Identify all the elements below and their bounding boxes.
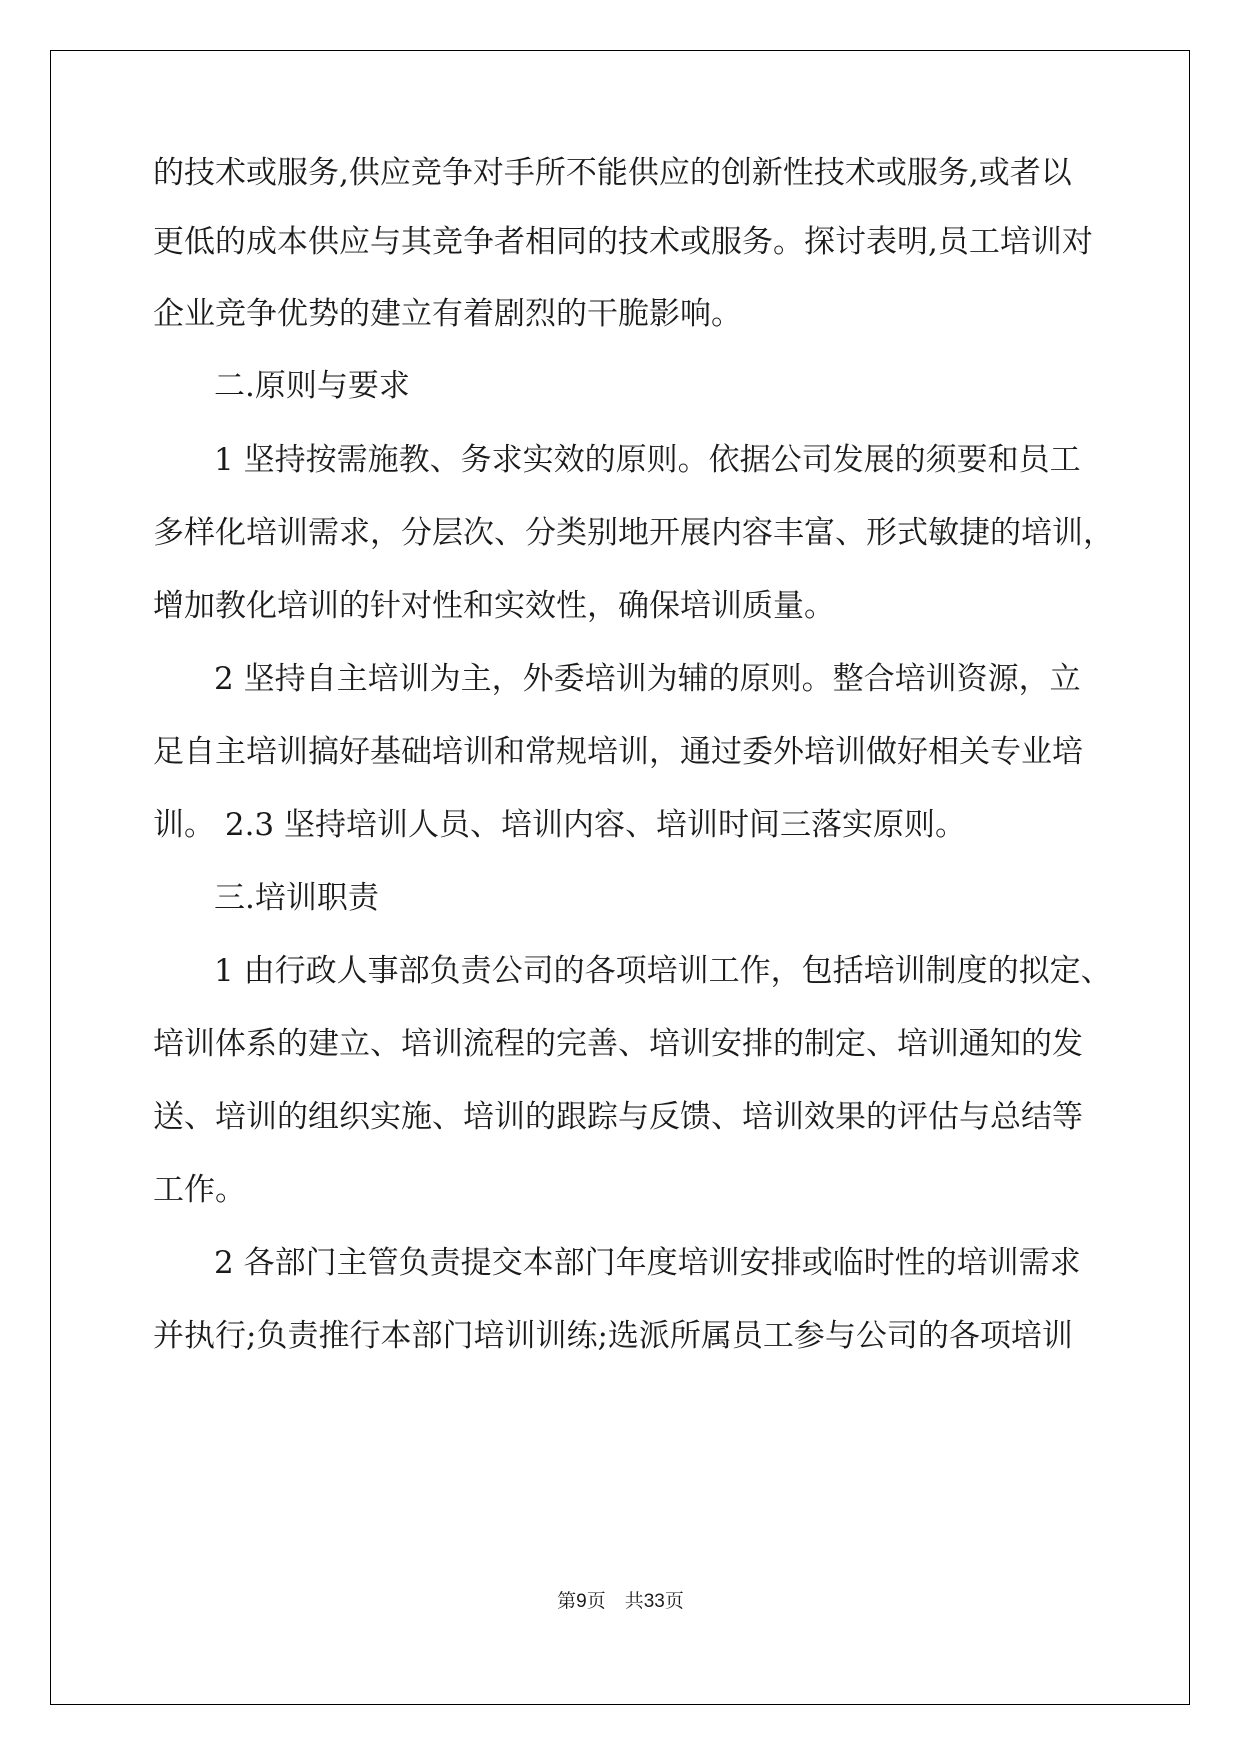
body-line-17: 并执行;负责推行本部门培训训练;选派所属员工参与公司的各项培训 [153, 1318, 1073, 1354]
footer-prefix: 第 [557, 1591, 577, 1612]
section-heading-3: 三.培训职责 [214, 880, 379, 916]
body-line-6: 多样化培训需求，分层次、分类别地开展内容丰富、形式敏捷的培训， [153, 515, 1114, 551]
body-line-1: 的技术或服务,供应竞争对手所不能供应的创新性技术或服务,或者以 [153, 155, 1072, 191]
body-line-7: 增加教化培训的针对性和实效性，确保培训质量。 [153, 588, 835, 624]
body-line-13: 培训体系的建立、培训流程的完善、培训安排的制定、培训通知的发 [153, 1026, 1083, 1062]
body-line-5: 1 坚持按需施教、务求实效的原则。依据公司发展的须要和员工 [214, 442, 1081, 478]
body-line-10: 训。 2.3 坚持培训人员、培训内容、培训时间三落实原则。 [153, 807, 967, 843]
total-page-count: 33 [643, 1591, 665, 1612]
body-line-15: 工作。 [153, 1172, 246, 1208]
body-line-12: 1 由行政人事部负责公司的各项培训工作，包括培训制度的拟定、 [214, 953, 1112, 989]
body-line-3: 企业竞争优势的建立有着剧烈的干脆影响。 [153, 296, 742, 332]
body-line-9: 足自主培训搞好基础培训和常规培训，通过委外培训做好相关专业培 [153, 734, 1083, 770]
body-line-14: 送、培训的组织实施、培训的跟踪与反馈、培训效果的评估与总结等 [153, 1099, 1083, 1135]
footer-mid: 页 共 [586, 1591, 644, 1612]
section-heading-2: 二.原则与要求 [214, 368, 410, 404]
footer-suffix: 页 [664, 1591, 684, 1612]
body-line-8: 2 坚持自主培训为主，外委培训为辅的原则。整合培训资源，立 [214, 661, 1081, 697]
page-footer [0, 1586, 1241, 1613]
current-page-number: 9 [576, 1591, 587, 1612]
body-line-2: 更低的成本供应与其竞争者相同的技术或服务。探讨表明,员工培训对 [153, 224, 1093, 260]
body-line-16: 2 各部门主管负责提交本部门年度培训安排或临时性的培训需求 [214, 1245, 1081, 1281]
